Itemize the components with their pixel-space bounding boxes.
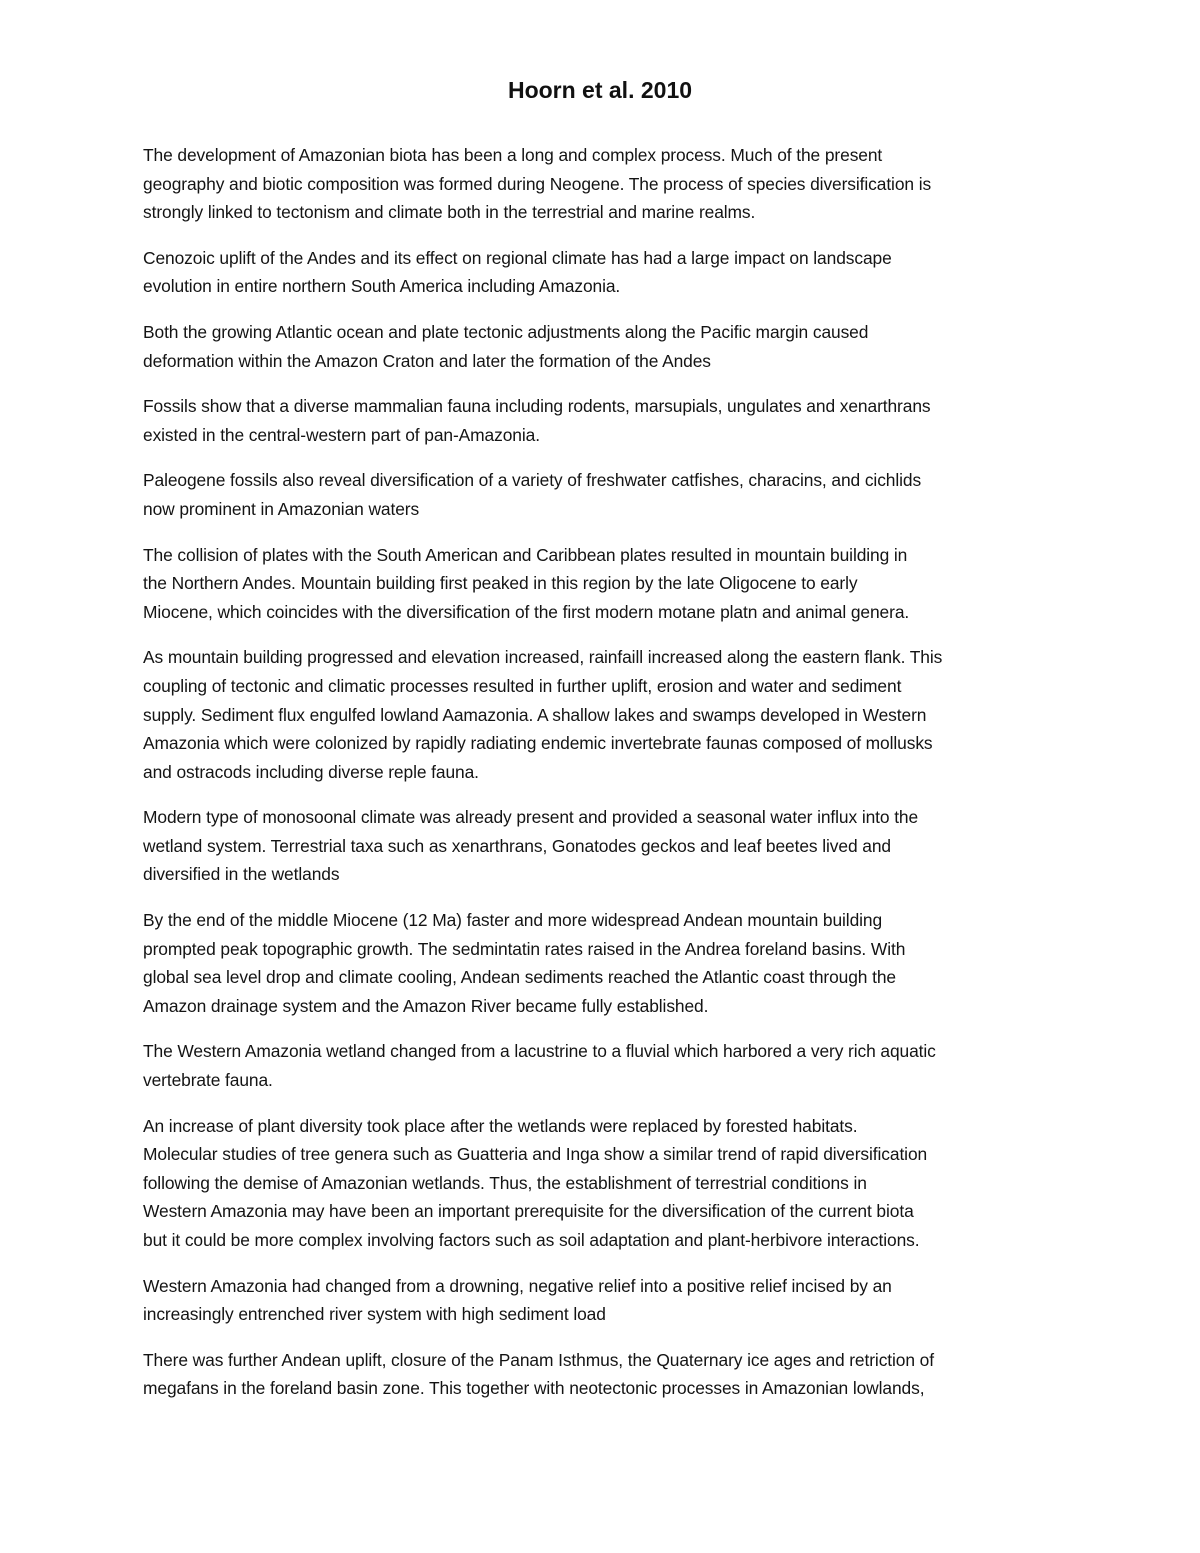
paragraph bbox=[143, 392, 1063, 449]
paragraph-line: following the demise of Amazonian wetlands. Thus, the establishment of terrestrial conditions in bbox=[143, 1172, 867, 1193]
paragraph-line: An increase of plant diversity took place after the wetlands were replaced by forested habitats. bbox=[143, 1115, 858, 1136]
paragraph-line: coupling of tectonic and climatic processes resulted in further uplift, erosion and water and sediment bbox=[143, 675, 902, 696]
paragraph-line: Modern type of monosoonal climate was already present and provided a seasonal water influx into the bbox=[143, 807, 919, 828]
paragraph-line: geography and biotic composition was formed during Neogene. The process of species diversification is bbox=[143, 173, 932, 194]
paragraph-line: The Western Amazonia wetland changed from a lacustrine to a fluvial which harbored a very rich aquatic bbox=[143, 1041, 936, 1062]
paragraph bbox=[143, 541, 1063, 627]
paragraph-line: Both the growing Atlantic ocean and plate tectonic adjustments along the Pacific margin caused bbox=[143, 321, 869, 342]
paragraph-line: the Northern Andes. Mountain building first peaked in this region by the late Oligocene to early bbox=[143, 573, 858, 594]
paragraph-line: Paleogene fossils also reveal diversification of a variety of freshwater catfishes, characins, and cichlids bbox=[143, 470, 922, 491]
paragraph-line: megafans in the foreland basin zone. This together with neotectonic processes in Amazonian lowlands, bbox=[143, 1378, 925, 1399]
paragraph-line: strongly linked to tectonism and climate both in the terrestrial and marine realms. bbox=[143, 202, 756, 223]
document-body bbox=[143, 141, 1063, 1420]
paragraph-line: global sea level drop and climate cooling, Andean sediments reached the Atlantic coast through the bbox=[143, 967, 896, 988]
paragraph bbox=[143, 1272, 1063, 1329]
paragraph-line: There was further Andean uplift, closure of the Panam Isthmus, the Quaternary ice ages and retriction of bbox=[143, 1349, 934, 1370]
paragraph bbox=[143, 1037, 1063, 1094]
paragraph-line: Cenozoic uplift of the Andes and its effect on regional climate has had a large impact on landscape bbox=[143, 247, 892, 268]
paragraph bbox=[143, 643, 1063, 786]
document-title: Hoorn et al. 2010 bbox=[507, 77, 693, 103]
paragraph-line: supply. Sediment flux engulfed lowland Aamazonia. A shallow lakes and swamps developed in Western bbox=[143, 704, 927, 725]
paragraph-line: vertebrate fauna. bbox=[143, 1070, 273, 1091]
paragraph-line: Amazon drainage system and the Amazon River became fully established. bbox=[143, 995, 709, 1016]
paragraph-line: Miocene, which coincides with the diversification of the first modern motane platn and animal genera. bbox=[143, 601, 910, 622]
paragraph-line: prompted peak topographic growth. The sedmintatin rates raised in the Andrea foreland basins. With bbox=[143, 938, 906, 959]
paragraph bbox=[143, 906, 1063, 1020]
paragraph-line: Fossils show that a diverse mammalian fauna including rodents, marsupials, ungulates and xenarthrans bbox=[143, 396, 931, 417]
paragraph-line: The development of Amazonian biota has been a long and complex process. Much of the present bbox=[143, 145, 883, 165]
paragraph-line: wetland system. Terrestrial taxa such as xenarthrans, Gonatodes geckos and leaf beetes lived and bbox=[143, 835, 891, 856]
paragraph-line: and ostracods including diverse reple fauna. bbox=[143, 761, 479, 782]
paragraph bbox=[143, 141, 1063, 227]
paragraph-line: existed in the central-western part of pan-Amazonia. bbox=[143, 424, 540, 445]
paragraph-line: Molecular studies of tree genera such as Guatteria and Inga show a similar trend of rapid diversification bbox=[143, 1144, 928, 1165]
paragraph-line: Amazonia which were colonized by rapidly radiating endemic invertebrate faunas composed of mollusks bbox=[143, 733, 933, 754]
paragraph-line: diversified in the wetlands bbox=[143, 864, 340, 885]
paragraph bbox=[143, 803, 1063, 889]
paragraph-line: Western Amazonia had changed from a drowning, negative relief into a positive relief incised by an bbox=[143, 1275, 892, 1296]
paragraph-line: evolution in entire northern South America including Amazonia. bbox=[143, 276, 621, 297]
paragraph bbox=[143, 1112, 1063, 1255]
paragraph-line: but it could be more complex involving factors such as soil adaptation and plant-herbivore interactions. bbox=[143, 1230, 920, 1250]
paragraph-line: Western Amazonia may have been an important prerequisite for the diversification of the current biota bbox=[143, 1201, 914, 1222]
paragraph bbox=[143, 318, 1063, 375]
paragraph-line: The collision of plates with the South American and Caribbean plates resulted in mountain building in bbox=[143, 544, 908, 565]
paragraph-line: now prominent in Amazonian waters bbox=[143, 498, 420, 519]
paragraph bbox=[143, 1346, 1063, 1403]
paragraph-line: increasingly entrenched river system with high sediment load bbox=[143, 1304, 606, 1325]
paragraph bbox=[143, 244, 1063, 301]
paragraph bbox=[143, 466, 1063, 523]
paragraph-line: deformation within the Amazon Craton and later the formation of the Andes bbox=[143, 350, 711, 371]
paragraph-line: By the end of the middle Miocene (12 Ma) faster and more widespread Andean mountain building bbox=[143, 910, 883, 931]
paragraph-line: As mountain building progressed and elevation increased, rainfaill increased along the eastern flank. This bbox=[143, 647, 943, 668]
